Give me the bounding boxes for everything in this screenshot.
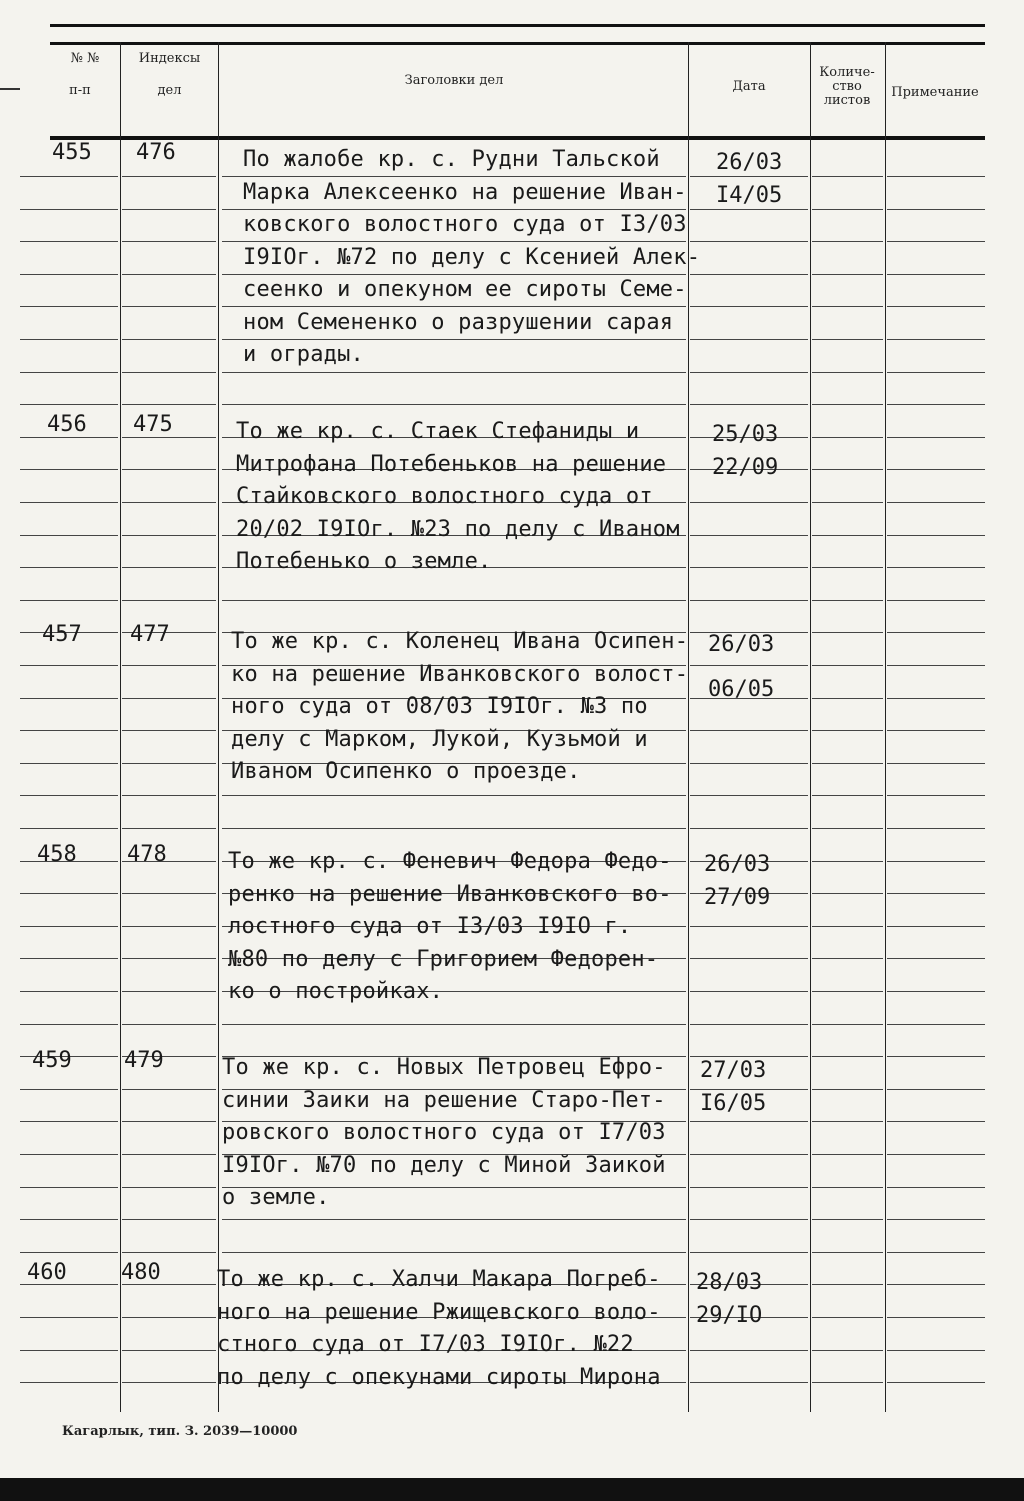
ruled-line [690,404,808,405]
header-index-bottom: дел [157,83,182,98]
column-divider [218,42,219,1412]
ruled-line [20,469,118,470]
ruled-line [887,437,985,438]
ruled-line [122,1024,216,1025]
ruled-line [20,926,118,927]
ruled-line [887,1024,985,1025]
ruled-line [887,763,985,764]
ruled-line [887,502,985,503]
case-title-line: Митрофана Потебеньков на решение [236,451,667,477]
case-index: 477 [130,622,170,647]
ruled-line [122,1350,216,1351]
ruled-line [222,1024,686,1025]
case-index: 475 [133,412,173,437]
ruled-line [690,306,808,307]
row-number: 458 [37,842,77,867]
ruled-line [20,404,118,405]
ruled-line [20,1024,118,1025]
ruled-line [887,665,985,666]
ruled-line [122,372,216,373]
ruled-line [812,437,883,438]
ruled-line [812,502,883,503]
ruled-line [887,1284,985,1285]
date-start: 26/03 [704,852,771,877]
ruled-line [887,1219,985,1220]
ruled-line [222,795,686,796]
ruled-line [20,795,118,796]
ruled-line [887,795,985,796]
case-index: 478 [127,842,167,867]
date-end: 27/09 [704,885,771,910]
ruled-line [122,437,216,438]
ruled-line [812,1187,883,1188]
ruled-line [20,1252,118,1253]
ruled-line [812,1252,883,1253]
date-start: 26/03 [716,150,783,175]
ruled-line [887,828,985,829]
case-title-line: по делу с опекунами сироты Мирона [217,1364,661,1390]
ruled-line [812,665,883,666]
ruled-line [20,1317,118,1318]
ruled-line [20,209,118,210]
ruled-line [20,665,118,666]
ruled-line [812,991,883,992]
ruled-line [20,1219,118,1220]
ruled-line [20,1350,118,1351]
ruled-line [20,1121,118,1122]
header-bottom-rule [50,136,985,140]
ruled-line [812,1056,883,1057]
ruled-line [887,698,985,699]
ruled-line [887,1317,985,1318]
ruled-line [20,1382,118,1383]
ruled-line [887,1154,985,1155]
case-title-line: Иваном Осипенко о проезде. [231,759,581,784]
row-number: 460 [27,1260,67,1285]
ruled-line [690,795,808,796]
ruled-line [690,1350,808,1351]
ruled-line [887,926,985,927]
ruled-line [20,437,118,438]
case-title-line: По жалобе кр. с. Рудни Тальской [243,147,660,172]
ruled-line [20,567,118,568]
ruled-line [812,1350,883,1351]
row-number: 459 [32,1048,72,1073]
ruled-line [812,600,883,601]
ruled-line [812,893,883,894]
ruled-line [122,991,216,992]
ruled-line [887,632,985,633]
ruled-line [20,241,118,242]
date-start: 25/03 [712,422,779,447]
case-title-line: делу с Марком, Лукой, Кузьмой и [231,726,648,752]
ruled-line [812,1024,883,1025]
ruled-line [812,1317,883,1318]
ruled-line [20,600,118,601]
case-title-line: ного суда от 08/03 I9IOг. №3 по [231,694,648,719]
ruled-line [812,926,883,927]
ruled-line [122,1187,216,1188]
case-title-line: То же кр. с. Феневич Федора Федо- [228,849,672,874]
ruled-line [690,1187,808,1188]
date-end: I4/05 [716,183,783,208]
case-index: 479 [124,1048,164,1073]
ruled-line [690,1252,808,1253]
case-title-line: ровского волостного суда от I7/03 [222,1120,666,1145]
ruled-line [812,698,883,699]
case-title-line: ном Семененко о разрушении сарая [243,309,674,335]
row-number: 457 [42,622,82,647]
header-top-rule [50,42,985,45]
ruled-line [122,665,216,666]
ruled-line [887,991,985,992]
ruled-line [812,404,883,405]
ruled-line [222,1252,686,1253]
ruled-line [122,763,216,764]
ruled-line [812,567,883,568]
case-title-line: Стайковского волостного суда от [236,484,653,509]
ruled-line [812,469,883,470]
ruled-line [690,372,808,373]
ruled-line [887,176,985,177]
ruled-line [122,958,216,959]
ruled-line [20,1187,118,1188]
date-start: 27/03 [700,1058,767,1083]
ruled-line [887,1121,985,1122]
case-title-line: Марка Алексеенко на решение Иван- [243,179,687,205]
ruled-line [690,1219,808,1220]
case-title-line: I9IOг. №70 по делу с Миной Заикой [222,1152,666,1178]
margin-mark [0,88,20,90]
ruled-line [20,991,118,992]
case-title-line: и ограды. [243,342,365,367]
case-title-line: 20/02 I9IOг. №23 по делу с Иваном [236,516,680,542]
case-title-line: лостного суда от I3/03 I9IO г. [228,914,632,939]
ruled-line [690,926,808,927]
ruled-line [887,339,985,340]
ruled-line [20,698,118,699]
ruled-line [887,404,985,405]
ruled-line [122,1089,216,1090]
ruled-line [122,1154,216,1155]
date-end: 29/IO [696,1303,763,1328]
ruled-line [690,1024,808,1025]
ruled-line [887,372,985,373]
printer-imprint: Кагарлык, тип. З. 2039—10000 [62,1424,298,1439]
header-sheets: Количе- ство листов [819,65,875,108]
row-number: 455 [52,140,92,165]
ruled-line [887,535,985,536]
ruled-line [690,665,808,666]
ruled-line [887,469,985,470]
ruled-line [812,795,883,796]
ruled-line [812,1089,883,1090]
ruled-line [122,893,216,894]
ruled-line [812,209,883,210]
top-rule [50,24,985,27]
ruled-line [690,991,808,992]
ruled-line [812,1219,883,1220]
case-title-line: ко на решение Иванковского волост- [231,661,689,687]
ruled-line [20,730,118,731]
ruled-line [887,600,985,601]
ruled-line [887,1187,985,1188]
ruled-line [20,763,118,764]
ruled-line [690,1382,808,1383]
date-end: I6/05 [700,1091,767,1116]
ruled-line [20,502,118,503]
header-num-bottom: п-п [69,83,91,98]
ruled-line [690,535,808,536]
ruled-line [812,763,883,764]
ruled-line [887,1350,985,1351]
case-title-line: о земле. [222,1185,330,1210]
case-title-line: То же кр. с. Стаек Стефаниды и [236,419,640,444]
ruled-line [812,241,883,242]
ruled-line [690,763,808,764]
case-title-line: №80 по делу с Григорием Федорен- [228,946,659,972]
ruled-line [122,1219,216,1220]
column-divider [120,42,121,1412]
ruled-line [222,404,686,405]
header-index-top: Индексы [138,51,201,66]
ruled-line [812,1382,883,1383]
ruled-line [887,241,985,242]
row-number: 456 [47,412,87,437]
ruled-line [887,567,985,568]
case-title-line: ковского волостного суда от I3/03 [243,212,687,237]
case-title-line: То же кр. с. Новых Петровец Ефро- [222,1055,666,1080]
header-note: Примечание [891,85,979,100]
ruled-line [690,241,808,242]
scan-bottom-edge [0,1478,1024,1501]
case-title-line: То же кр. с. Коленец Ивана Осипен- [231,629,689,654]
ruled-line [812,372,883,373]
ruled-line [812,632,883,633]
ruled-line [812,861,883,862]
ruled-line [122,209,216,210]
ruled-line [122,274,216,275]
ruled-line [122,241,216,242]
ruled-line [122,567,216,568]
ruled-line [812,828,883,829]
ruled-line [122,339,216,340]
ruled-line [20,372,118,373]
ruled-line [812,176,883,177]
case-title-line: синии Заики на решение Старо-Пет- [222,1087,666,1113]
ruled-line [122,926,216,927]
ruled-line [887,306,985,307]
ruled-line [122,1317,216,1318]
ruled-line [222,372,686,373]
case-index: 480 [121,1260,161,1285]
ruled-line [122,306,216,307]
ruled-line [20,535,118,536]
ruled-line [122,698,216,699]
ruled-line [812,535,883,536]
ruled-line [122,1252,216,1253]
ruled-line [690,1154,808,1155]
case-title-line: стного суда от I7/03 I9IOг. №22 [217,1332,634,1357]
header-date: Дата [732,79,766,94]
ruled-line [887,1056,985,1057]
ruled-line [690,600,808,601]
case-title-line: ного на решение Ржищевского воло- [217,1299,661,1325]
ruled-line [812,1154,883,1155]
header-title: Заголовки дел [404,73,504,88]
ruled-line [222,1219,686,1220]
ruled-line [20,828,118,829]
ruled-line [812,958,883,959]
ruled-line [812,339,883,340]
ruled-line [690,730,808,731]
ruled-line [690,1121,808,1122]
date-end: 22/09 [712,455,779,480]
case-title-line: ренко на решение Иванковского во- [228,881,672,907]
case-index: 476 [136,140,176,165]
ruled-line [122,1121,216,1122]
ruled-line [122,795,216,796]
case-title-line: ко о постройках. [228,979,444,1004]
ruled-line [122,176,216,177]
ruled-line [812,730,883,731]
ruled-line [222,828,686,829]
case-title-line: сеенко и опекуном ее сироты Семе- [243,277,687,302]
ruled-line [20,306,118,307]
ruled-line [20,339,118,340]
ruled-line [122,404,216,405]
ruled-line [812,1121,883,1122]
column-divider [810,42,811,1412]
column-divider [885,42,886,1412]
ruled-line [122,469,216,470]
ruled-line [20,893,118,894]
ruled-line [122,730,216,731]
ruled-line [812,306,883,307]
ruled-line [887,861,985,862]
ruled-line [690,958,808,959]
ruled-line [887,893,985,894]
ruled-line [887,274,985,275]
ruled-line [20,958,118,959]
ruled-line [887,958,985,959]
case-title-line: Потебенько о земле. [236,549,492,574]
ruled-line [887,1382,985,1383]
header-num-top: № № [70,51,100,66]
ruled-line [887,209,985,210]
date-end: 06/05 [708,677,775,702]
ruled-line [690,828,808,829]
ruled-line [122,600,216,601]
ruled-line [122,1382,216,1383]
ruled-line [20,1089,118,1090]
ruled-line [222,600,686,601]
ruled-line [690,339,808,340]
ruled-line [887,730,985,731]
ruled-line [887,1252,985,1253]
ruled-line [122,828,216,829]
ruled-line [122,502,216,503]
case-title-line: То же кр. с. Халчи Макара Погреб- [217,1267,661,1292]
date-start: 26/03 [708,632,775,657]
date-start: 28/03 [696,1270,763,1295]
ruled-line [20,1154,118,1155]
ruled-line [812,1284,883,1285]
ruled-line [690,567,808,568]
ruled-line [812,274,883,275]
ruled-line [887,1089,985,1090]
case-title-line: I9IOг. №72 по делу с Ксенией Алек- [243,244,701,270]
ruled-line [690,274,808,275]
ruled-line [20,274,118,275]
ruled-line [122,535,216,536]
ruled-line [690,502,808,503]
ruled-line [20,176,118,177]
